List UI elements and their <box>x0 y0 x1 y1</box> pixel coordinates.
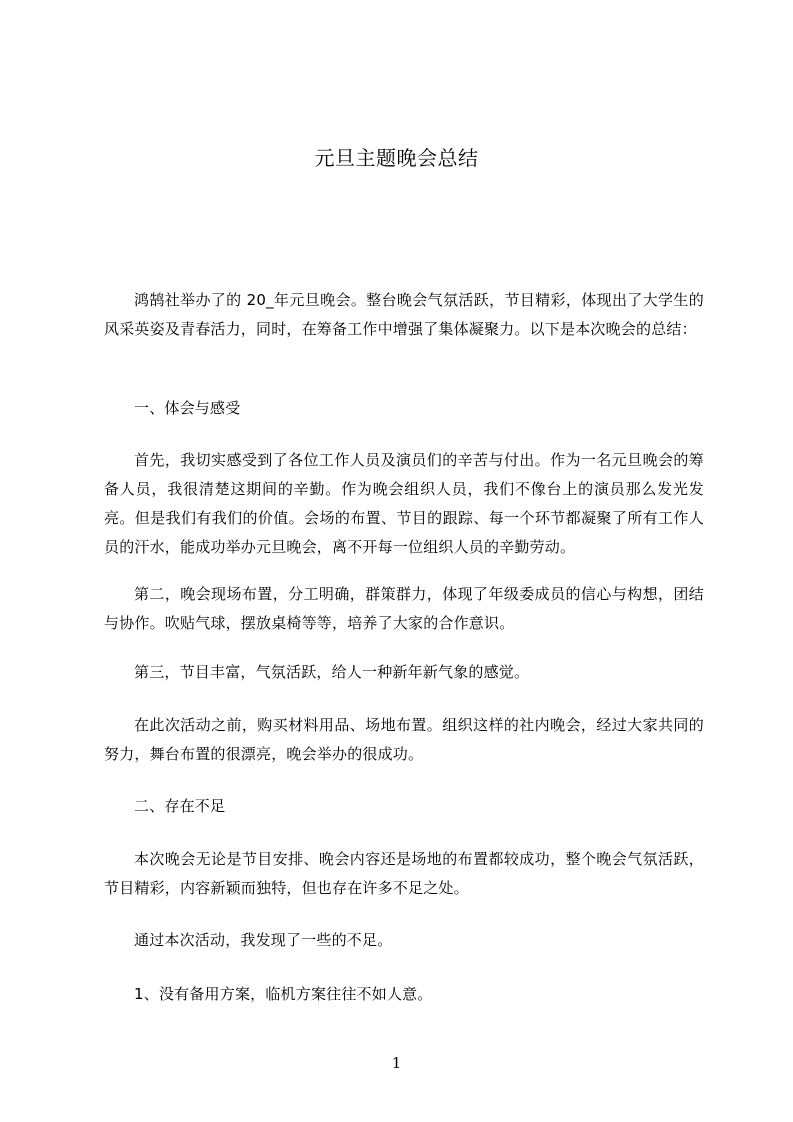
document-title: 元旦主题晚会总结 <box>314 146 479 170</box>
paragraph-third: 第三，节目丰富，气氛活跃，给人一种新年新气象的感觉。 <box>134 663 530 681</box>
section-heading-shortcomings: 二、存在不足 <box>134 797 226 815</box>
paragraph-first: 首先，我切实感受到了各位工作人员及演员们的辛苦与付出。作为一名元旦晚会的筹备人员，我很清楚这期间的辛勤。作为晚会组织人员，我们不像台上的演员那么发光发亮。但是我们有我们的价值。会场的布置、节目的跟踪、每一个环节都凝聚了所有工作人员的汗水，能成功举办元旦晚会，离不开每一位组织人员的辛勤劳动。 <box>104 451 704 556</box>
paragraph-second: 第二，晚会现场布置，分工明确，群策群力，体现了年级委成员的信心与构想，团结与协作。吹贴气球，摆放桌椅等等，培养了大家的合作意识。 <box>104 585 704 632</box>
paragraph-shortcomings-intro: 本次晚会无论是节目安排、晚会内容还是场地的布置都较成功，整个晚会气氛活跃，节目精彩，内容新颖而独特，但也存在许多不足之处。 <box>104 850 704 897</box>
paragraph-preparation: 在此次活动之前，购买材料用品、场地布置。组织这样的社内晚会，经过大家共同的努力，舞台布置的很漂亮，晚会举办的很成功。 <box>104 716 704 763</box>
list-item-no-backup-plan: 1、没有备用方案，临机方案往往不如人意。 <box>134 985 433 1003</box>
page-number: 1 <box>391 1054 402 1072</box>
paragraph-intro: 鸿鹄社举办了的 20_年元旦晚会。整台晚会气氛活跃，节目精彩，体现出了大学生的风采英姿及青春活力，同时，在筹备工作中增强了集体凝聚力。以下是本次晚会的总结： <box>104 291 704 338</box>
section-heading-feelings: 一、体会与感受 <box>134 399 241 417</box>
paragraph-findings: 通过本次活动，我发现了一些的不足。 <box>134 931 393 949</box>
